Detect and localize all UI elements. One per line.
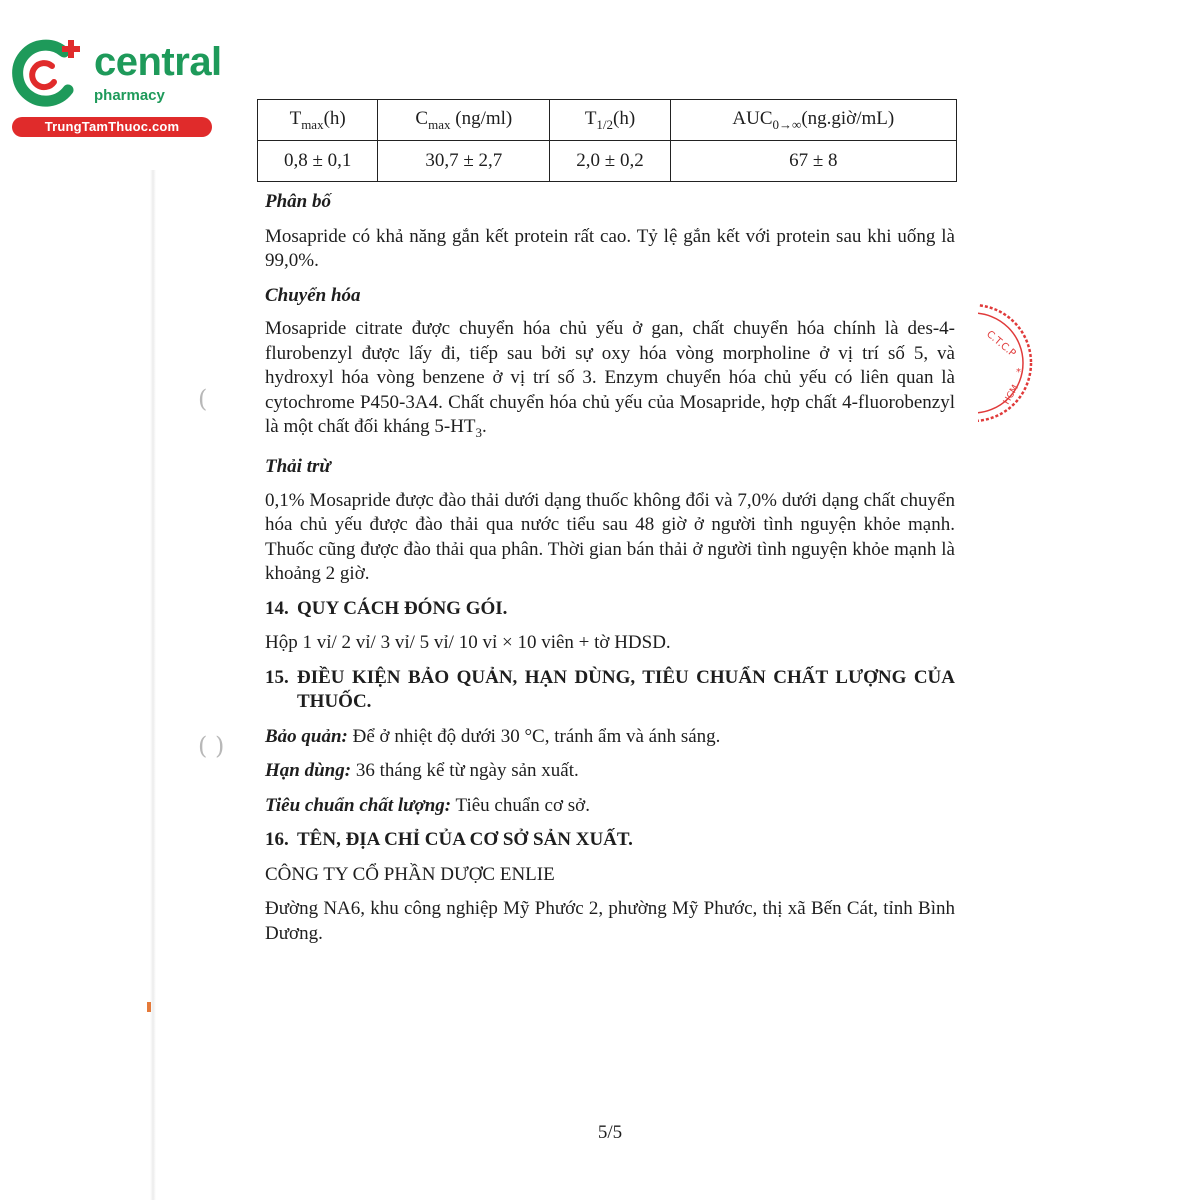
header-cmax: $C_{max}$ (ng/ml): [378, 100, 550, 141]
pharmacokinetics-table: [257, 99, 957, 182]
logo-brand: central: [94, 40, 222, 84]
heading-16: 16. TÊN, ĐỊA CHỈ CỦA CƠ SỞ SẢN XUẤT.: [265, 829, 633, 851]
paragraph-quality-standard: Tiêu chuẩn chất lượng: Tiêu chuẩn cơ sở.: [265, 794, 590, 816]
scan-edge-shadow: [150, 170, 156, 1200]
svg-text:*: *: [1016, 367, 1021, 378]
svg-text:HCM: HCM: [1001, 383, 1022, 407]
red-stamp: [978, 295, 1038, 430]
page-number: 5/5: [597, 1122, 623, 1143]
paragraph-address: Đường NA6, khu công nghiệp Mỹ Phước 2, phường Mỹ Phước, thị xã Bến Cát, tỉnh Bình Dương.: [265, 898, 955, 944]
paragraph-shelf-life: Hạn dùng: 36 tháng kể từ ngày sản xuất.: [265, 760, 579, 782]
header-tmax: $T_{max}(h)$: [258, 100, 378, 141]
logo-c-icon: [8, 34, 92, 114]
scan-mark: [147, 1002, 151, 1012]
section-title-chuyen-hoa: Chuyển hóa: [265, 284, 361, 306]
section-title-phan-bo: Phân bố: [265, 191, 331, 212]
heading-14: 14. QUY CÁCH ĐÓNG GÓI.: [265, 597, 508, 619]
paragraph-storage: Bảo quản: Để ở nhiệt độ dưới 30 °C, tránh ẩm và ánh sáng.: [265, 725, 721, 747]
document-body: [265, 190, 955, 946]
svg-text:C.T.C.P: C.T.C.P: [984, 328, 1018, 360]
table-row: [258, 141, 957, 182]
header-auc: $AUC_{0\to\infty}(ng.giờ/mL)$: [670, 100, 956, 141]
logo-site-badge: TrungTamThuoc.com: [12, 117, 212, 137]
value-cmax: 30,7 ± 2,7: [378, 141, 550, 182]
section-title-thai-tru: Thải trừ: [265, 456, 331, 478]
heading-15: 15. ĐIỀU KIỆN BẢO QUẢN, HẠN DÙNG, TIÊU CHUẨN CHẤT LƯỢNG CỦA THUỐC.: [265, 666, 955, 713]
header-thalf: $T_{1/2}(h)$: [550, 100, 670, 141]
paragraph-phan-bo: Mosapride có khả năng gắn kết protein rất cao. Tỷ lệ gắn kết với protein sau khi uống là 99,0%.: [265, 225, 955, 271]
paragraph-thai-tru: 0,1% Mosapride được đào thải dưới dạng thuốc không đổi và 7,0% dưới dạng chất chuyển hóa chủ yếu được đào thải qua nước tiểu sau 48 giờ ở người tình nguyện khỏe mạnh. Thuốc cũng được đào thải qua phân. Thời gian bán thải ở người tình nguyện khỏe mạnh là khoảng 2 giờ.: [265, 489, 955, 585]
paragraph-company: CÔNG TY CỔ PHẦN DƯỢC ENLIE: [265, 863, 555, 885]
paragraph-packaging: Hộp 1 vỉ/ 2 vỉ/ 3 vỉ/ 5 vỉ/ 10 vỉ × 10 viên + tờ HDSD.: [265, 632, 671, 654]
value-tmax: 0,8 ± 0,1: [258, 141, 378, 182]
punch-hole: (: [198, 385, 208, 413]
central-pharmacy-logo[interactable]: [8, 30, 222, 140]
table-header-row: [258, 100, 957, 141]
value-auc: 67 ± 8: [670, 141, 956, 182]
logo-sub: pharmacy: [94, 87, 165, 104]
punch-hole: ( ): [198, 732, 225, 760]
paragraph-chuyen-hoa: Mosapride citrate được chuyển hóa chủ yếu ở gan, chất chuyển hóa chính là des-4-flurobenzyl được lấy đi, tiếp sau bởi sự oxy hóa vòng morpholine ở vị trí số 5, và hydroxyl hóa vòng benzene ở vị trí số 3. Enzym chuyển hóa chủ yếu có liên quan là cytochrome P450-3A4. Chất chuyển hóa chủ yếu của Mosapride, hợp chất 4-fluorobenzyl là một chất đối kháng $5-HT_3$.: [265, 318, 955, 440]
value-thalf: 2,0 ± 0,2: [550, 141, 670, 182]
